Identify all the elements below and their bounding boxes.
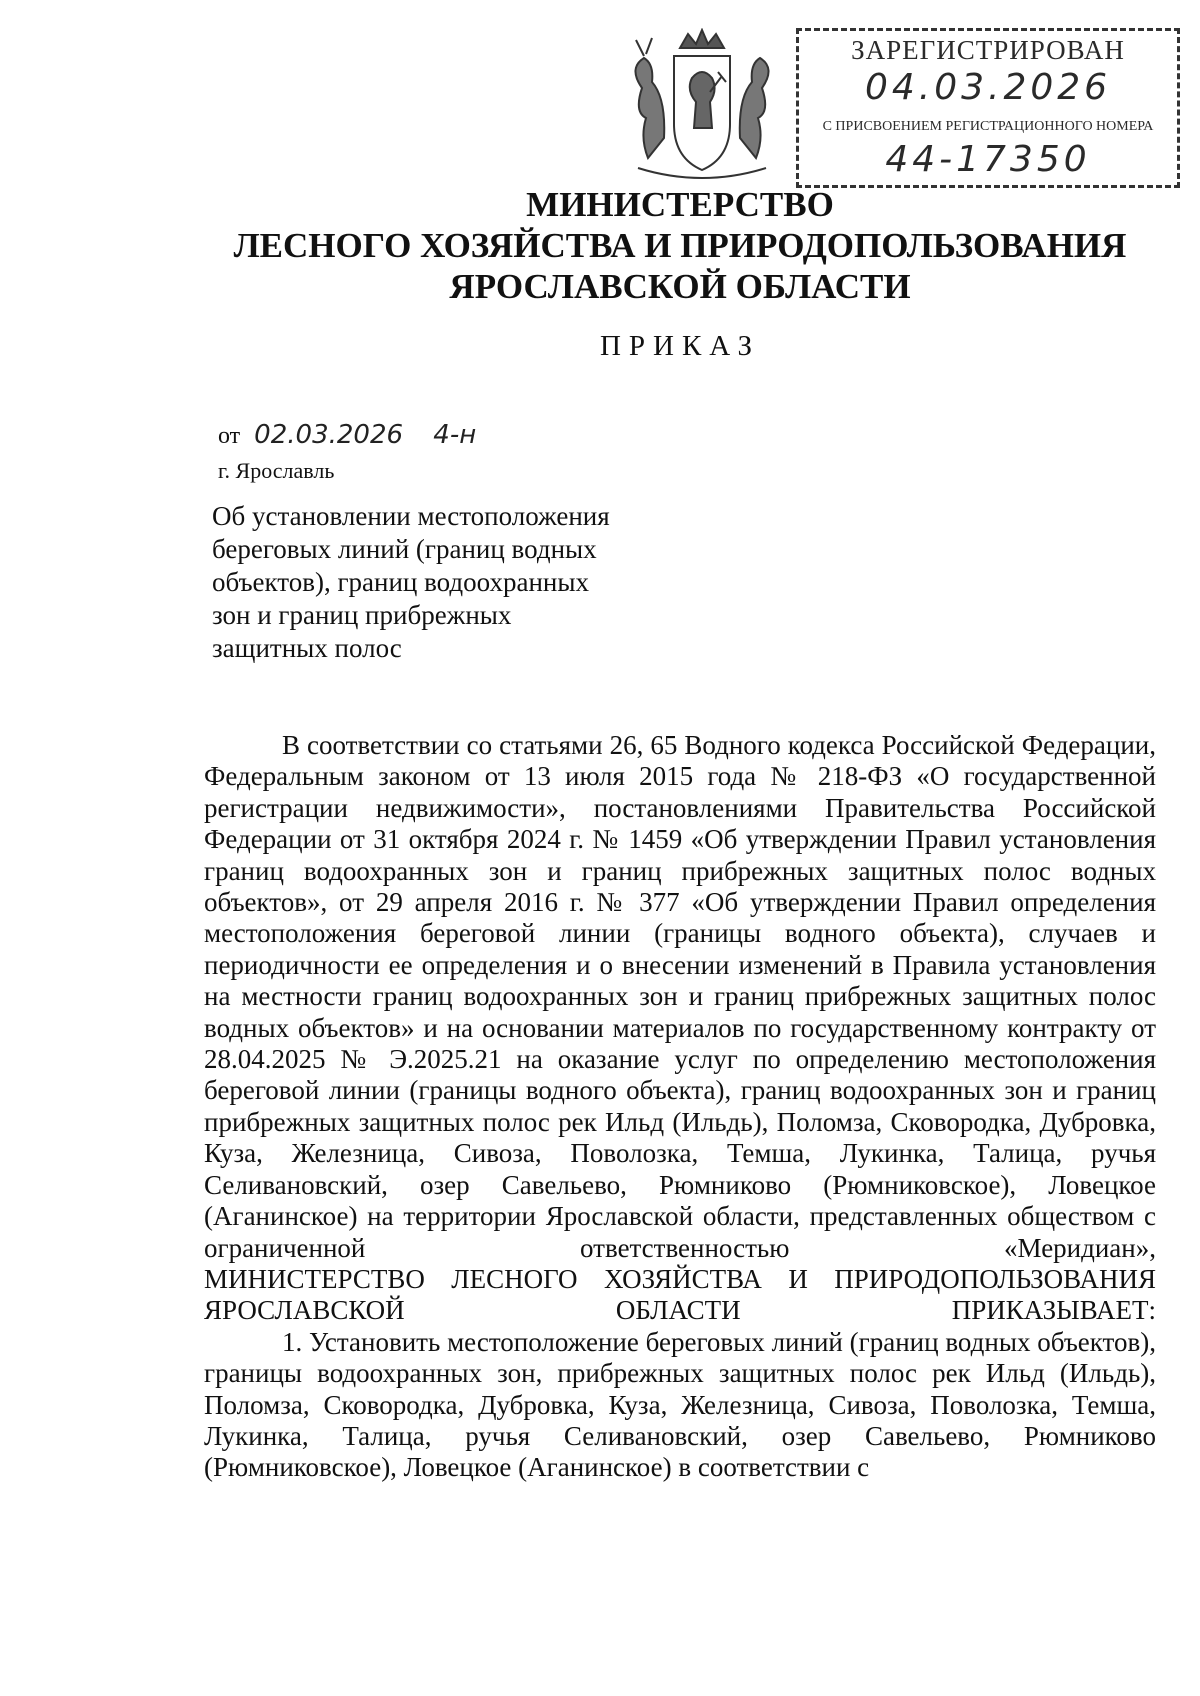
stamp-date: 04.03.2026 (864, 67, 1112, 108)
subject-line-4: зон и границ прибрежных (212, 600, 512, 630)
coat-of-arms-emblem (618, 28, 786, 180)
subject-line-1: Об установлении местоположения (212, 501, 610, 531)
handwritten-date-number: 02.03.2026 4-н (254, 420, 477, 450)
preamble-paragraph: В соответствии со статьями 26, 65 Водного кодекса Российской Федерации, Федеральным законом от 13 июля 2015 года № 218-ФЗ «О государственной регистрации недвижимости», постановлениями Правительства Российской Федерации от 31 октября 2024 г. № 1459 «Об утверждении Правил установления границ водоохранных зон и границ прибрежных защитных полос водных объектов», от 29 апреля 2016 г. № 377 «Об утверждении Правил определения местоположения береговой линии (границы водного объекта), случаев и периодичности ее определения и о внесении изменений в Правила установления на местности границ водоохранных зон и границ прибрежных защитных полос водных объектов» и на основании материалов по государственному контракту от 28.04.2025 № Э.2025.21 на оказание услуг по определению местоположения береговой линии (границы водного объекта), границ водоохранных зон и границ прибрежных защитных полос рек Ильд (Ильдь), Поломза, Сковородка, Дубровка, Куза, Железница, Сивоза, Поволозка, Темша, Лукинка, Талица, ручья Селивановский, озер Савельево, Рюмниково (Рюмниковское), Ловецкое (Аганинское) на территории Ярославской области, представленных обществом с ограниченной ответственностью «Меридиан», (204, 730, 1156, 1263)
document-type: ПРИКАЗ (599, 330, 761, 362)
subject-line-2: береговых линий (границ водных (212, 534, 597, 564)
subject-line-5: защитных полос (212, 633, 402, 663)
ministry-line-1: МИНИСТЕРСТВО (526, 185, 834, 224)
registration-stamp (796, 28, 1180, 188)
date-prefix: от (218, 423, 241, 449)
item-1-paragraph: 1. Установить местоположение береговых линий (границ водных объектов), границы водоохранных зон, прибрежных защитных полос рек Ильд (Ильдь), Поломза, Сковородка, Дубровка, Куза, Железница, Сивоза, Поволозка, Темша, Лукинка, Талица, ручья Селивановский, озер Савельево, Рюмниково (Рюмниковское), Ловецкое (Аганинское) в соответствии с (204, 1326, 1156, 1483)
ministry-line-2: ЛЕСНОГО ХОЗЯЙСТВА И ПРИРОДОПОЛЬЗОВАНИЯ (233, 226, 1127, 265)
subject-line-3: объектов), границ водоохранных (212, 567, 589, 597)
stamp-registration-number: 44-17350 (885, 139, 1091, 180)
order-subject (212, 500, 652, 665)
stamp-subtitle: С ПРИСВОЕНИЕМ РЕГИСТРАЦИОННОГО НОМЕРА (822, 119, 1154, 134)
stamp-title: ЗАРЕГИСТРИРОВАН (851, 35, 1125, 65)
ministry-line-3: ЯРОСЛАВСКОЙ ОБЛАСТИ (449, 267, 911, 306)
ministry-name (150, 184, 1200, 307)
orders-clause: МИНИСТЕРСТВО ЛЕСНОГО ХОЗЯЙСТВА И ПРИРОДОПОЛЬЗОВАНИЯ ЯРОСЛАВСКОЙ ОБЛАСТИ ПРИКАЗЫВАЕТ: (204, 1263, 1156, 1326)
order-date-line (218, 420, 476, 450)
city: г. Ярославль (218, 458, 335, 483)
order-body (204, 730, 1156, 1484)
